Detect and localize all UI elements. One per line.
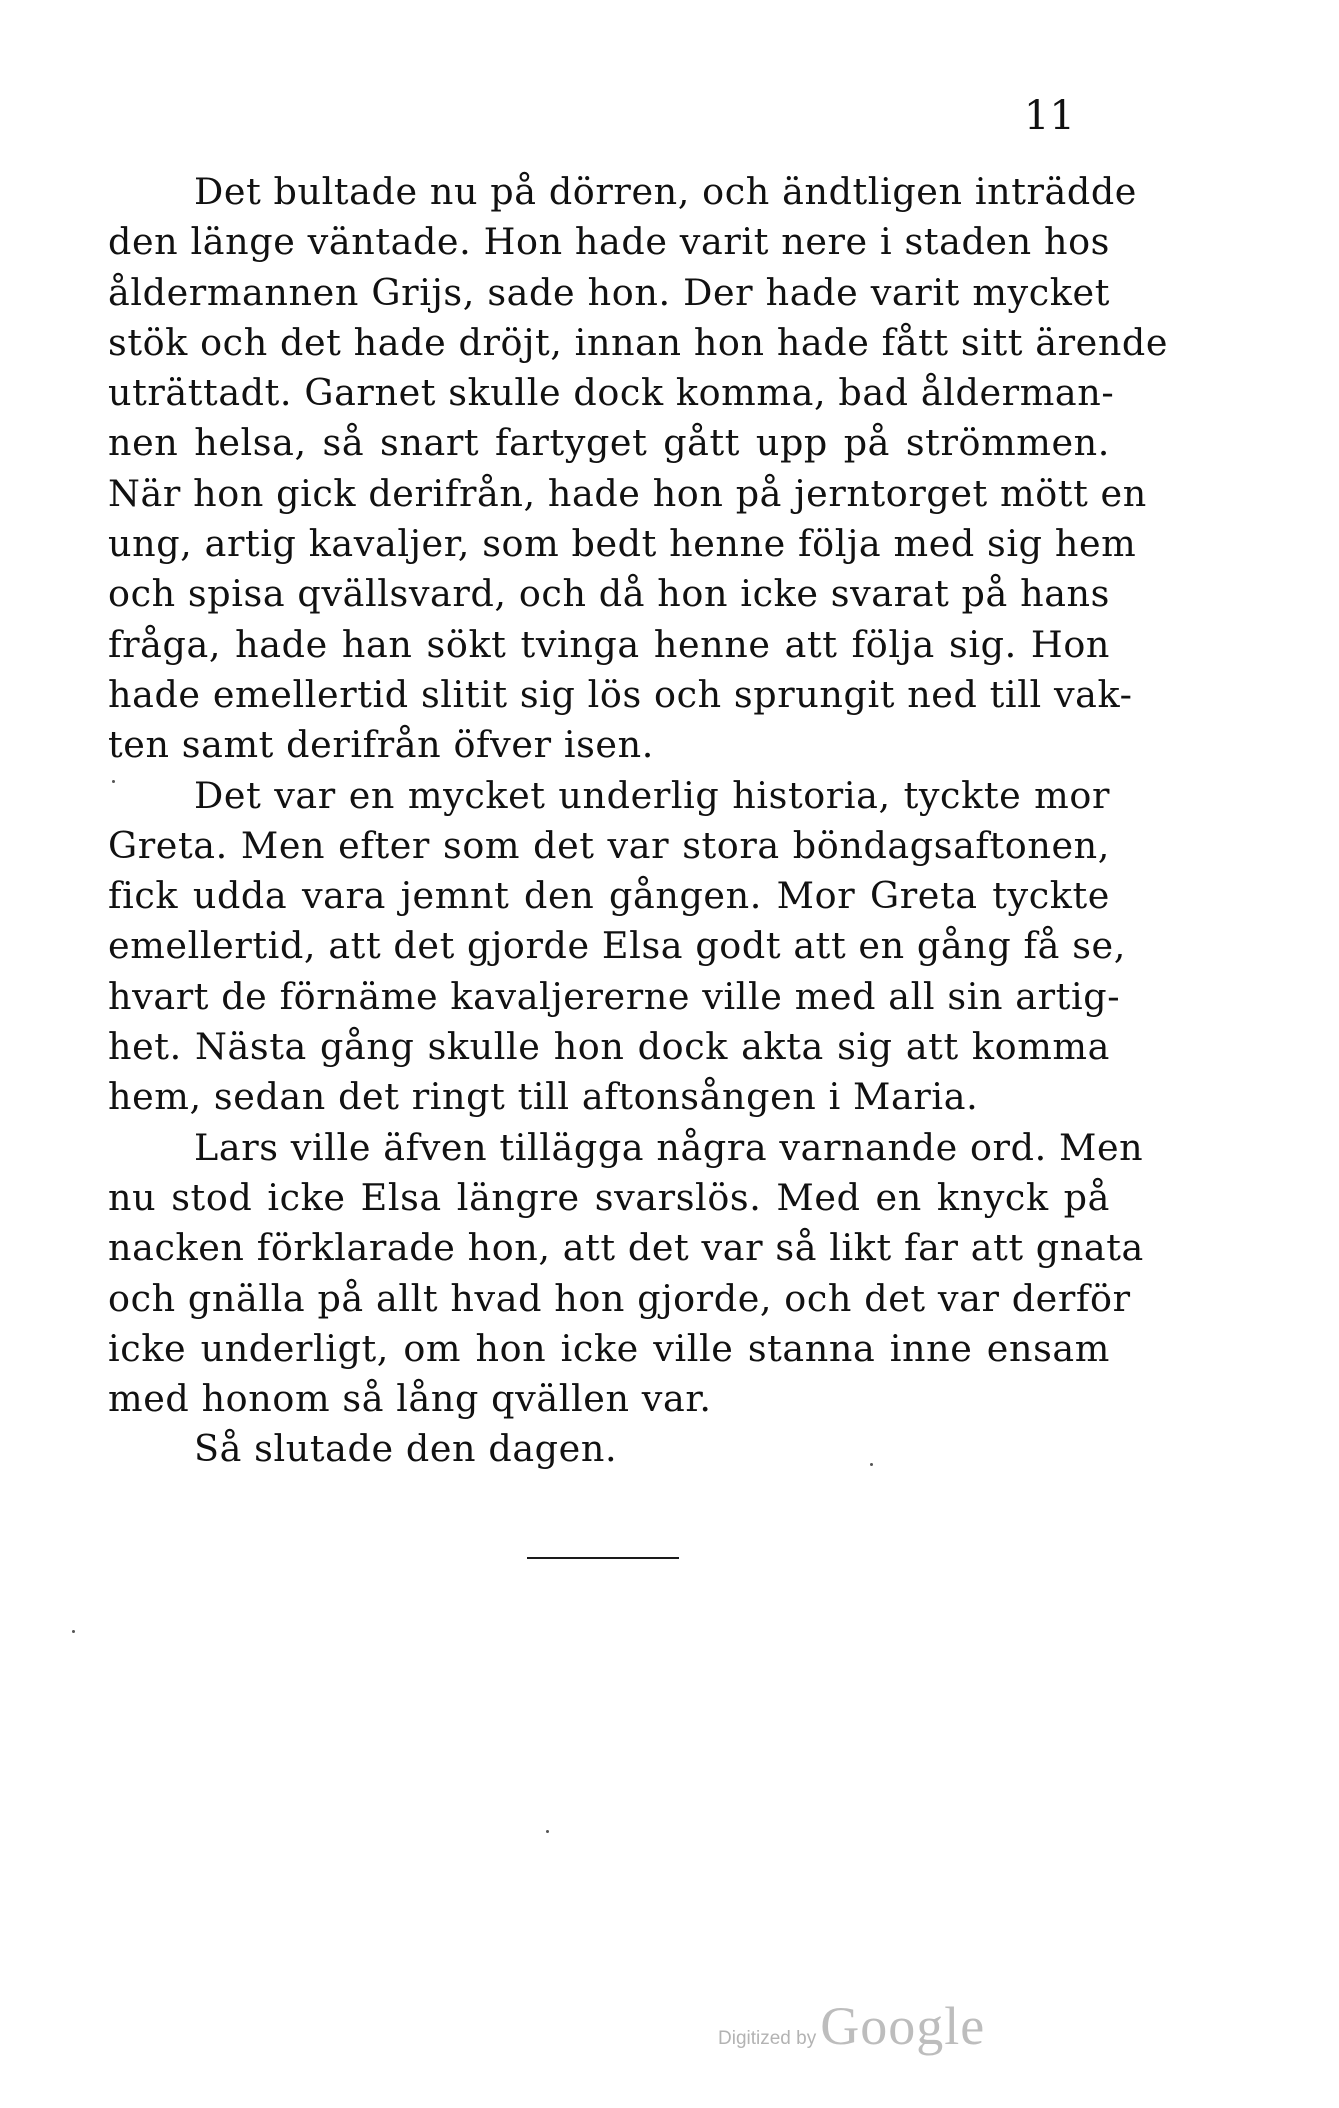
text-line: åldermannen Grijs, sade hon. Der hade varit mycket (108, 270, 1110, 314)
text-line: stök och det hade dröjt, innan hon hade fått sitt ärende (108, 320, 1169, 364)
text-line: med honom så lång qvällen var. (108, 1377, 712, 1421)
text-line: ten samt derifrån öfver isen. (108, 723, 654, 767)
text-line: het. Nästa gång skulle hon dock akta sig att komma (108, 1025, 1110, 1069)
paragraph (108, 1424, 1110, 1474)
text-line: hade emellertid slitit sig lös och sprungit ned till vak- (108, 672, 1133, 716)
text-line: fick udda vara jemnt den gången. Mor Greta tyckte (108, 874, 1110, 918)
paragraph (108, 167, 1169, 771)
text-line: Det var en mycket underlig historia, tyckte mor (194, 773, 1110, 817)
scan-speck (72, 1630, 75, 1633)
text-line: fråga, hade han sökt tvinga henne att följa sig. Hon (108, 622, 1110, 666)
text-line: hem, sedan det ringt till aftonsången i Maria. (108, 1075, 979, 1119)
text-line: nacken förklarade hon, att det var så likt far att gnata (108, 1226, 1144, 1270)
watermark-prefix: Digitized by (718, 2028, 817, 2049)
section-divider (527, 1557, 679, 1559)
text-line: ung, artig kavaljer, som bedt henne följa med sig hem (108, 522, 1137, 566)
text-line: hvart de förnäme kavaljererne ville med all sin artig- (108, 974, 1121, 1018)
scan-speck (546, 1830, 549, 1833)
text-line: Greta. Men efter som det var stora böndagsaftonen, (108, 823, 1110, 867)
text-line: När hon gick derifrån, hade hon på jerntorget mött en (108, 471, 1147, 515)
text-line: och gnälla på allt hvad hon gjorde, och det var derför (108, 1276, 1131, 1320)
text-line: nu stod icke Elsa längre svarslös. Med en knyck på (108, 1175, 1110, 1219)
body-text (108, 167, 1169, 1475)
text-line: icke underligt, om hon icke ville stanna inne ensam (108, 1326, 1110, 1370)
scan-speck (112, 780, 115, 783)
text-line: Så slutade den dagen. (194, 1427, 618, 1471)
text-line: den länge väntade. Hon hade varit nere i staden hos (108, 220, 1110, 264)
paragraph (108, 1123, 1144, 1425)
text-line: nen helsa, så snart fartyget gått upp på strömmen. (108, 421, 1110, 465)
google-logo: Google (820, 1996, 986, 2056)
page-number: 11 (1024, 93, 1075, 139)
text-line: emellertid, att det gjorde Elsa godt att en gång få se, (108, 924, 1126, 968)
text-line: och spisa qvällsvard, och då hon icke svarat på hans (108, 572, 1110, 616)
text-line: Det bultade nu på dörren, och ändtligen inträdde (194, 170, 1138, 213)
text-line: Lars ville äfven tillägga några varnande ord. Men (194, 1125, 1144, 1169)
paragraph (108, 771, 1126, 1123)
digitized-by-google-watermark (718, 1995, 985, 2057)
scan-speck (870, 1463, 873, 1466)
text-line: uträttadt. Garnet skulle dock komma, bad ålderman- (108, 371, 1115, 415)
